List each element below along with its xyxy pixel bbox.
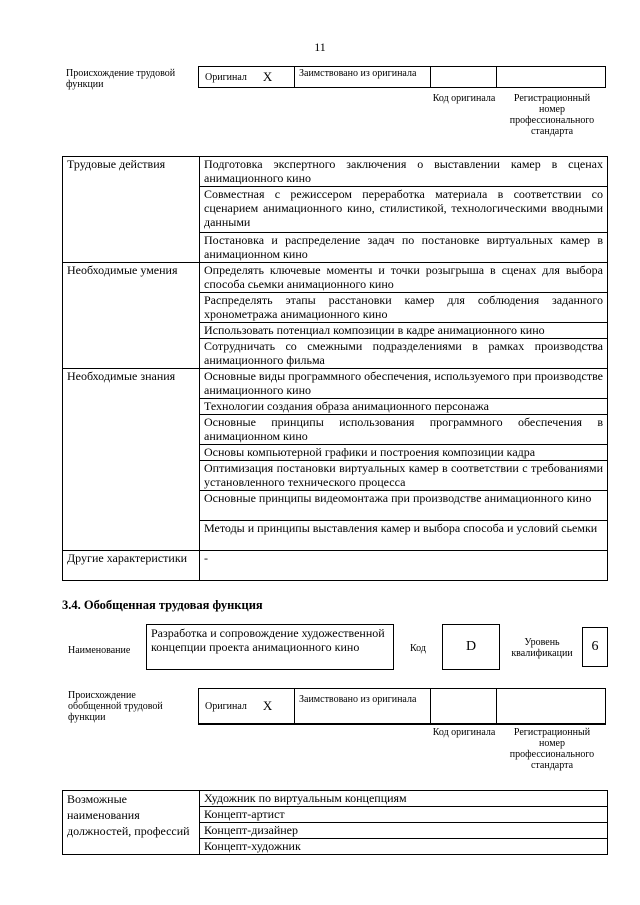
row-item: Сотрудничать со смежными подразделениями в рамках производства анимационного фильма <box>200 339 608 369</box>
borrowed-cell: Заимствовано из оригинала <box>295 689 431 723</box>
row-item: Концепт-художник <box>200 839 608 855</box>
level-label: Уровень квалификации <box>511 637 573 659</box>
row-item: Совместная с режиссером переработка материала в соответствии со сценарием анимационного кино, стилистикой, технологическими вводными данными <box>200 187 608 233</box>
row-item: Концепт-дизайнер <box>200 823 608 839</box>
row-label: Необходимые умения <box>63 263 200 369</box>
row-item: Основы компьютерной графики и построения композиции кадра <box>200 445 608 461</box>
page-number: 11 <box>314 40 326 54</box>
section-title: 3.4. Обобщенная трудовая функция <box>62 598 263 612</box>
origin-underline <box>198 724 606 725</box>
labor-function-table <box>62 156 608 581</box>
reg-number-label: Регистрационный номер профессионального стандарта <box>509 93 595 137</box>
table-row <box>63 157 608 187</box>
name-value: Разработка и сопровождение художественной концепции проекта анимационного кино <box>146 624 394 670</box>
code-cell <box>431 67 497 87</box>
row-item: Основные виды программного обеспечения, используемого при производстве анимационного кино <box>200 369 608 399</box>
original-mark: X <box>262 69 273 84</box>
row-item: Основные принципы видеомонтажа при производстве анимационного кино <box>200 491 608 521</box>
row-item: Определять ключевые моменты и точки розыгрыша в сценах для выбора способа сьемки анимационного кино <box>200 263 608 293</box>
row-item: Основные принципы использования программного обеспечения в анимационном кино <box>200 415 608 445</box>
row-item: Распределять этапы расстановки камер для соблюдения заданного хронометража анимационного кино <box>200 293 608 323</box>
original-cell <box>199 67 295 87</box>
reg-number-label: Регистрационный номер профессионального стандарта <box>509 727 595 771</box>
table-row <box>63 551 608 581</box>
table-row <box>63 791 608 807</box>
level-value: 6 <box>582 627 608 667</box>
name-label: Наименование <box>68 645 131 656</box>
code-value: D <box>442 624 500 670</box>
row-item: Концепт-артист <box>200 807 608 823</box>
row-item: - <box>200 551 608 581</box>
row-item: Использовать потенциал композиции в кадре анимационного кино <box>200 323 608 339</box>
row-item: Методы и принципы выставления камер и выбора способа и условий сьемки <box>200 521 608 551</box>
row-label: Другие характеристики <box>63 551 200 581</box>
origin-label: Происхождение обобщенной трудовой функции <box>68 690 163 723</box>
positions-table <box>62 790 608 855</box>
reg-cell <box>497 67 605 87</box>
code-label: Код <box>410 643 426 654</box>
row-item: Художник по виртуальным концепциям <box>200 791 608 807</box>
reg-cell <box>497 689 605 723</box>
row-item: Постановка и распределение задач по постановке виртуальных камер в анимационном кино <box>200 233 608 263</box>
code-cell <box>431 689 497 723</box>
origin-box <box>198 688 606 724</box>
original-mark: X <box>262 698 273 713</box>
original-label: Оригинал <box>205 71 247 83</box>
code-original-label: Код оригинала <box>432 93 496 104</box>
borrowed-cell: Заимствовано из оригинала <box>295 67 431 87</box>
row-item: Оптимизация постановки виртуальных камер в соответствии с требованиями установленного технического процесса <box>200 461 608 491</box>
table-row <box>63 263 608 293</box>
original-cell <box>199 689 295 723</box>
original-label: Оригинал <box>205 700 247 712</box>
row-item: Технологии создания образа анимационного персонажа <box>200 399 608 415</box>
table-row <box>63 369 608 399</box>
origin-box <box>198 66 606 88</box>
row-label: Возможные наименования должностей, профессий <box>63 791 200 855</box>
row-item: Подготовка экспертного заключения о выставлении камер в сценах анимационного кино <box>200 157 608 187</box>
row-label: Трудовые действия <box>63 157 200 263</box>
code-original-label: Код оригинала <box>432 727 496 738</box>
origin-label: Происхождение трудовой функции <box>66 68 176 90</box>
row-label: Необходимые знания <box>63 369 200 551</box>
